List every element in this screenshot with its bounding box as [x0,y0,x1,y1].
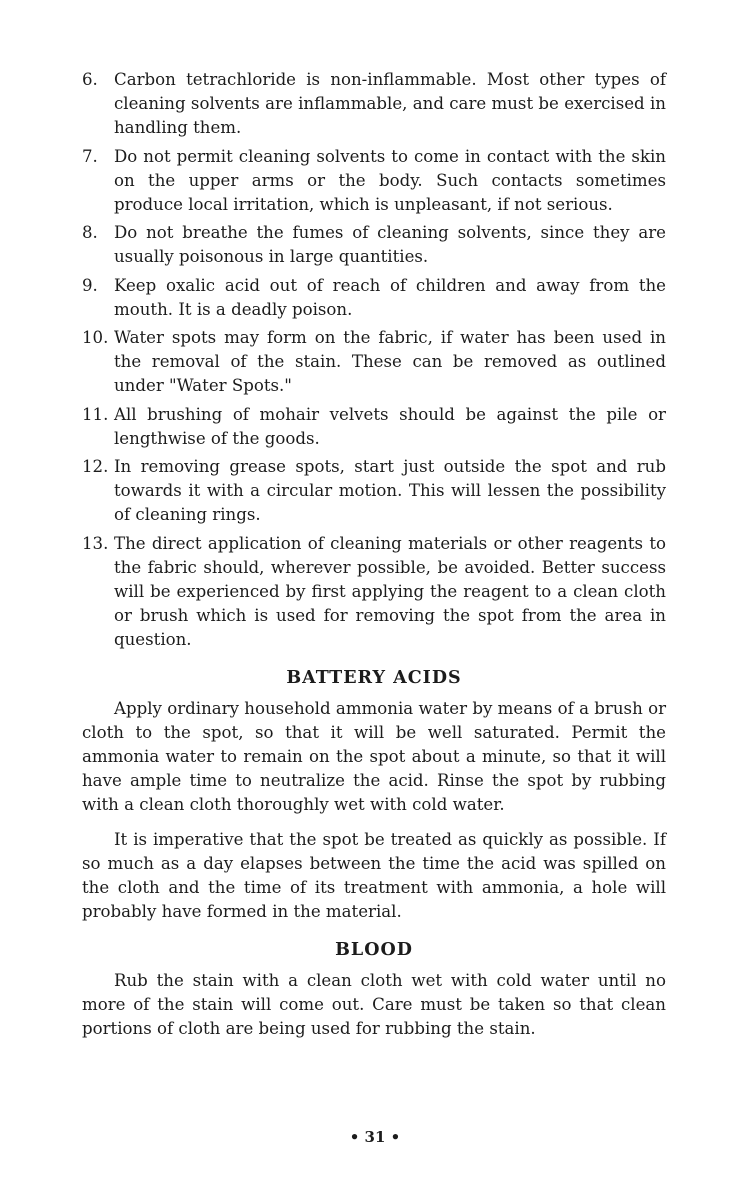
item-text: The direct application of cleaning materials or other reagents to the fabric should, wherever possible, be avoided. Better success will be experienced by first applying the reagent to a clean cloth or brush which is used for removing the spot from the area in question. [114,533,666,650]
item-text: All brushing of mohair velvets should be against the pile or lengthwise of the goods. [114,404,666,448]
item-text: Carbon tetrachloride is non-inflammable. Most other types of cleaning solvents are inflammable, and care must be exercised in handling them. [114,70,666,138]
list-item [82,274,666,322]
list-item [82,455,666,528]
page-number: • 31 • [349,1128,401,1146]
battery-acids-paragraph-2: It is imperative that the spot be treated as quickly as possible. If so much as a day elapses between the time the acid was spilled on the cloth and the time of its treatment with ammonia, a hole will probably have formed in the material. [82,829,666,922]
item-number: 6. [82,70,98,89]
list-item [82,532,666,653]
item-text: Do not permit cleaning solvents to come in contact with the skin on the upper arms or the body. Such contacts sometimes produce local irritation, which is unpleasant, if not serious. [114,146,666,215]
item-number: 7. [82,146,98,166]
item-text: Do not breathe the fumes of cleaning solvents, since they are usually poisonous in large quantities. [114,223,666,267]
section-heading-blood: BLOOD [335,939,413,960]
list-item [82,221,666,269]
item-number: 9. [82,275,98,295]
list-item [82,326,666,399]
item-number: 11. [82,404,109,424]
list-item [82,68,666,141]
item-text: In removing grease spots, start just outside the spot and rub towards it with a circular motion. This will lessen the possibility of cleaning rings. [114,457,666,525]
battery-acids-paragraph-1: Apply ordinary household ammonia water by means of a brush or cloth to the spot, so that it will be well saturated. Permit the ammonia water to remain on the spot about a minute, so that it will have ample time to neutralize the acid. Rinse the spot by rubbing with a clean cloth thoroughly wet with cold water. [82,698,666,815]
blood-paragraph-1: Rub the stain with a clean cloth wet with cold water until no more of the stain will come out. Care must be taken so that clean portions of cloth are being used for rubbing the stain. [82,970,666,1038]
item-number: 8. [82,223,98,243]
item-text: Water spots may form on the fabric, if water has been used in the removal of the stain. These can be removed as outlined under "Water Spots." [114,328,666,396]
item-number: 12. [82,457,109,477]
item-number: 10. [82,328,109,348]
list-item [82,145,666,218]
item-number: 13. [82,533,109,553]
section-heading-battery-acids: BATTERY ACIDS [286,667,462,688]
precautions-list [82,68,666,653]
item-text: Keep oxalic acid out of reach of children and away from the mouth. It is a deadly poison. [114,275,666,319]
list-item [82,403,666,451]
